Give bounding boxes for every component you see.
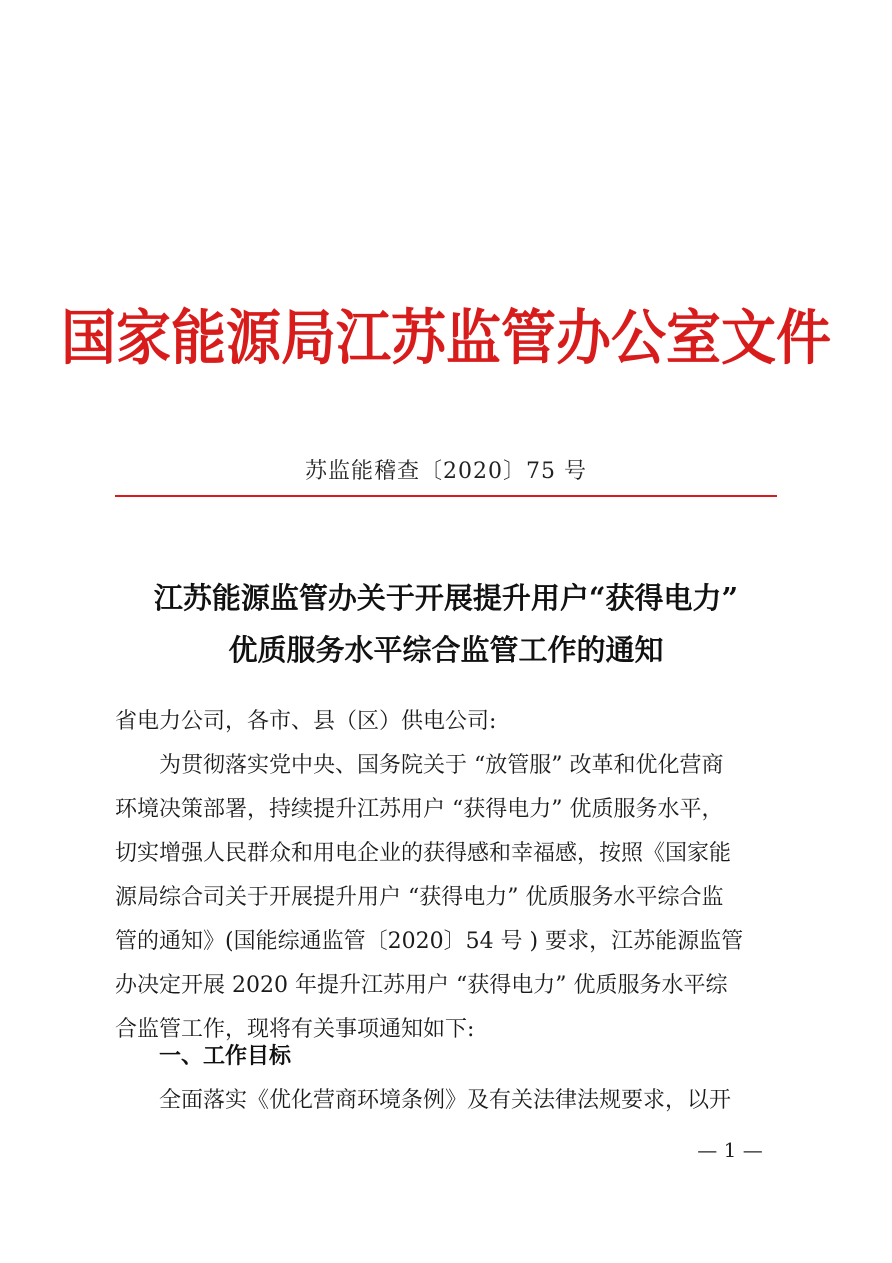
paragraph-line: 为贯彻落实党中央、国务院关于 “放管服” 改革和优化营商	[159, 753, 724, 778]
notice-title	[100, 572, 792, 676]
document-number: 苏监能稽查〔2020〕75 号	[305, 459, 587, 484]
paragraph-line: 办决定开展 2020 年提升江苏用户 “获得电力” 优质服务水平综	[115, 973, 728, 998]
paragraph-line: 合监管工作，现将有关事项通知如下:	[115, 1017, 475, 1042]
page-number: — 1 —	[697, 1138, 763, 1162]
notice-title-line-2: 优质服务水平综合监管工作的通知	[228, 633, 664, 667]
paragraph-intro	[115, 744, 777, 1052]
notice-title-line-1: 江苏能源监管办关于开展提升用户“获得电力”	[153, 581, 739, 615]
section-heading-goals: 一、工作目标	[159, 1044, 292, 1069]
salutation: 省电力公司，各市、县（区）供电公司:	[115, 709, 497, 734]
paragraph-line: 切实增强人民群众和用电企业的获得感和幸福感，按照《国家能	[115, 841, 732, 866]
paragraph-goals	[115, 1079, 777, 1123]
red-divider-line	[115, 495, 777, 497]
paragraph-line: 环境决策部署，持续提升江苏用户 “获得电力” 优质服务水平，	[115, 797, 724, 822]
paragraph-line: 源局综合司关于开展提升用户 “获得电力” 优质服务水平综合监	[115, 885, 724, 910]
paragraph-line: 管的通知》(国能综通监管〔2020〕54 号 ) 要求，江苏能源监管	[115, 929, 744, 954]
paragraph-line: 全面落实《优化营商环境条例》及有关法律法规要求，以开	[159, 1088, 732, 1113]
masthead-title: 国家能源局江苏监管办公室文件	[60, 302, 831, 373]
